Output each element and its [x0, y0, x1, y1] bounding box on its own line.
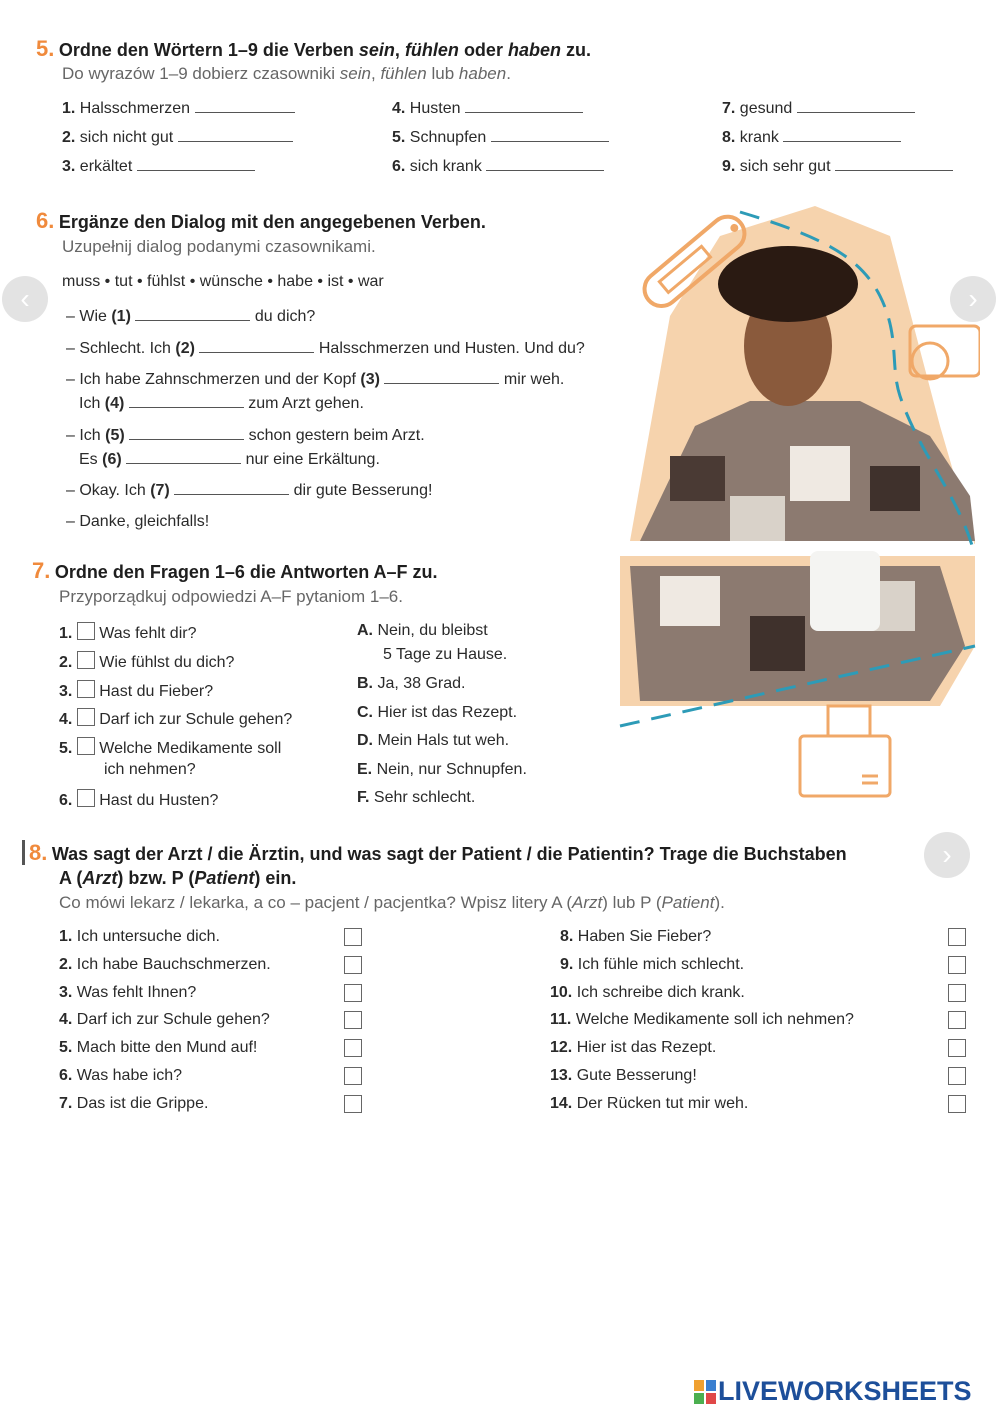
question-item-cont: ich nehmen?: [104, 761, 196, 778]
answer-box[interactable]: [344, 1039, 362, 1057]
liveworksheets-logo-text: LIVEWORKSHEETS: [718, 1376, 972, 1406]
hair: [718, 246, 858, 322]
dialog-line: – Schlecht. Ich (2) Halsschmerzen und Husten. Und du?: [66, 340, 585, 357]
answer-box[interactable]: [948, 984, 966, 1002]
liveworksheets-logo-icon: [694, 1380, 716, 1404]
answer-box[interactable]: [948, 956, 966, 974]
ex8-header: [22, 840, 847, 866]
answer-box[interactable]: [948, 1039, 966, 1057]
dialog-line: – Ich habe Zahnschmerzen und der Kopf (3) mir weh.: [66, 371, 565, 388]
ex5-item: 1. Halsschmerzen: [62, 100, 295, 118]
answer-box[interactable]: [948, 1011, 966, 1029]
answer-box[interactable]: [77, 680, 95, 698]
answer-blank[interactable]: [135, 319, 250, 321]
answer-blank[interactable]: [174, 493, 289, 495]
statement-item: 14. Der Rücken tut mir weh.: [550, 1095, 749, 1112]
ex7-number: 7.: [32, 558, 51, 583]
ex5-item: 6. sich krank: [392, 158, 604, 176]
answer-blank[interactable]: [137, 169, 255, 171]
answer-box[interactable]: [948, 1095, 966, 1113]
ex5-number: 5.: [36, 36, 55, 61]
answer-item-cont: 5 Tage zu Hause.: [383, 646, 508, 663]
answer-blank[interactable]: [835, 169, 953, 171]
question-item: 2. Wie fühlst du dich?: [59, 651, 234, 672]
answer-box[interactable]: [344, 984, 362, 1002]
dialog-line: – Ich (5) schon gestern beim Arzt.: [66, 427, 425, 444]
statement-item: 13. Gute Besserung!: [550, 1067, 697, 1084]
answer-blank[interactable]: [199, 351, 314, 353]
ex5-item: 4. Husten: [392, 100, 583, 118]
ex5-item: 9. sich sehr gut: [722, 158, 953, 176]
mug: [810, 551, 880, 631]
sick-boy-illustration: [600, 196, 980, 806]
answer-blank[interactable]: [195, 111, 295, 113]
question-item: 6. Hast du Husten?: [59, 789, 218, 810]
ex5-subtitle: Do wyrazów 1–9 dobierz czasowniki sein, fühlen lub haben.: [62, 64, 511, 83]
answer-blank[interactable]: [783, 140, 901, 142]
answer-item: A. Nein, du bleibst: [357, 622, 488, 639]
dialog-line: – Wie (1) du dich?: [66, 308, 316, 325]
answer-box[interactable]: [948, 928, 966, 946]
statement-item: 4. Darf ich zur Schule gehen?: [59, 1011, 270, 1028]
question-item: 3. Hast du Fieber?: [59, 680, 213, 701]
answer-box[interactable]: [77, 708, 95, 726]
dialog-line: Es (6) nur eine Erkältung.: [79, 451, 380, 468]
ex8-number: 8.: [22, 840, 47, 865]
answer-item: C. Hier ist das Rezept.: [357, 704, 518, 721]
ex6-title: Ergänze den Dialog mit den angegebenen Verben.: [58, 212, 486, 232]
ex5-item: 2. sich nicht gut: [62, 129, 293, 147]
ex5-item: 8. krank: [722, 129, 901, 147]
ex6-word-bank: muss • tut • fühlst • wünsche • habe • ist • war: [62, 273, 384, 290]
ex5-item: 3. erkältet: [62, 158, 255, 176]
ex6-number: 6.: [36, 208, 55, 233]
statement-item: 2. Ich habe Bauchschmerzen.: [59, 956, 271, 973]
ex7-subtitle: Przyporządkuj odpowiedzi A–F pytaniom 1–6.: [59, 587, 403, 606]
blanket-photo-bottom: [620, 551, 975, 706]
ex5-item: 7. gesund: [722, 100, 915, 118]
ex7-header: [32, 558, 438, 584]
question-item: 5. Welche Medikamente soll: [59, 737, 281, 758]
answer-box[interactable]: [77, 622, 95, 640]
ex8-title-line2: A (Arzt) bzw. P (Patient) ein.: [59, 868, 297, 888]
statement-item: 3. Was fehlt Ihnen?: [59, 984, 197, 1001]
liveworksheets-logo[interactable]: [694, 1376, 972, 1407]
ex5-header: [36, 36, 591, 62]
answer-blank[interactable]: [129, 438, 244, 440]
ex5-item: 5. Schnupfen: [392, 129, 609, 147]
next-page-button[interactable]: ›: [924, 832, 970, 878]
answer-item: E. Nein, nur Schnupfen.: [357, 761, 527, 778]
answer-blank[interactable]: [491, 140, 609, 142]
answer-item: B. Ja, 38 Grad.: [357, 675, 466, 692]
statement-item: 1. Ich untersuche dich.: [59, 928, 220, 945]
answer-blank[interactable]: [126, 462, 241, 464]
question-item: 4. Darf ich zur Schule gehen?: [59, 708, 292, 729]
statement-item: 10. Ich schreibe dich krank.: [550, 984, 745, 1001]
answer-box[interactable]: [77, 737, 95, 755]
ex6-header: [36, 208, 486, 234]
answer-blank[interactable]: [486, 169, 604, 171]
prev-page-button[interactable]: ‹: [2, 276, 48, 322]
statement-item: 11. Welche Medikamente soll ich nehmen?: [550, 1011, 854, 1028]
ex6-subtitle: Uzupełnij dialog podanymi czasownikami.: [62, 237, 376, 256]
answer-box[interactable]: [77, 651, 95, 669]
ex5-title: Ordne den Wörtern 1–9 die Verben sein, fühlen oder haben zu.: [58, 40, 591, 60]
answer-box[interactable]: [77, 789, 95, 807]
answer-blank[interactable]: [465, 111, 583, 113]
answer-blank[interactable]: [797, 111, 915, 113]
answer-blank[interactable]: [129, 406, 244, 408]
next-page-button-top[interactable]: ›: [950, 276, 996, 322]
answer-box[interactable]: [344, 928, 362, 946]
answer-box[interactable]: [948, 1067, 966, 1085]
answer-box[interactable]: [344, 956, 362, 974]
dialog-line: Ich (4) zum Arzt gehen.: [79, 395, 364, 412]
statement-item: 12. Hier ist das Rezept.: [550, 1039, 717, 1056]
statement-item: 5. Mach bitte den Mund auf!: [59, 1039, 258, 1056]
answer-item: D. Mein Hals tut weh.: [357, 732, 510, 749]
tissue-box-icon: [800, 706, 890, 796]
answer-box[interactable]: [344, 1067, 362, 1085]
ex8-subtitle: Co mówi lekarz / lekarka, a co – pacjent / pacjentka? Wpisz litery A (Arzt) lub P (Patient).: [59, 893, 725, 912]
dialog-line: – Danke, gleichfalls!: [66, 513, 210, 530]
statement-item: 9. Ich fühle mich schlecht.: [560, 956, 745, 973]
dialog-line: – Okay. Ich (7) dir gute Besserung!: [66, 482, 433, 499]
answer-box[interactable]: [344, 1011, 362, 1029]
statement-item: 6. Was habe ich?: [59, 1067, 183, 1084]
answer-blank[interactable]: [178, 140, 293, 142]
ex8-title: Was sagt der Arzt / die Ärztin, und was sagt der Patient / die Patientin? Trage die Buchstaben: [51, 844, 847, 864]
answer-box[interactable]: [344, 1095, 362, 1113]
answer-blank[interactable]: [384, 382, 499, 384]
ex7-title: Ordne den Fragen 1–6 die Antworten A–F zu.: [54, 562, 438, 582]
statement-item: 8. Haben Sie Fieber?: [560, 928, 712, 945]
statement-item: 7. Das ist die Grippe.: [59, 1095, 209, 1112]
question-item: 1. Was fehlt dir?: [59, 622, 196, 643]
answer-item: F. Sehr schlecht.: [357, 789, 476, 806]
